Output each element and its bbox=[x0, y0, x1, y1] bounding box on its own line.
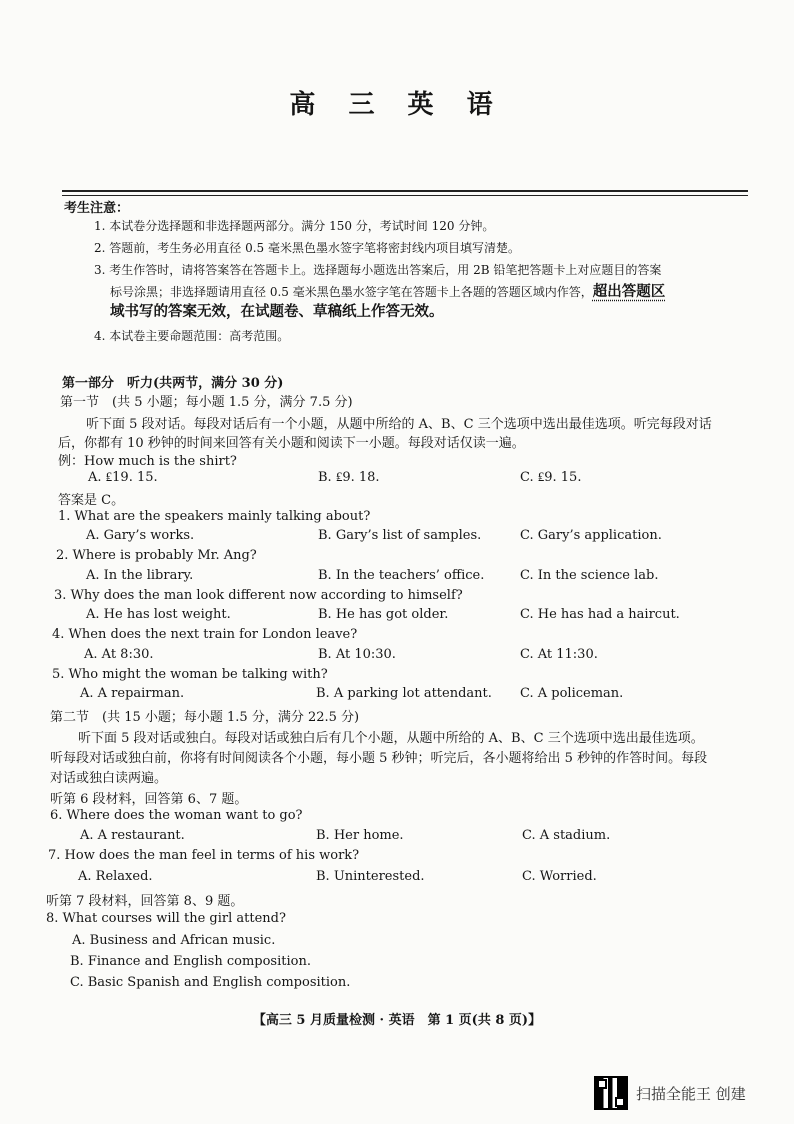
section1-instructions-2: 后，你都有 10 秒钟的时间来回答有关小题和阅读下一小题。每段对话仅读一遍。 bbox=[58, 436, 525, 451]
watermark-text: 扫描全能王 创建 bbox=[636, 1084, 746, 1103]
notice-item-3-emph-a: 超出答题区 bbox=[592, 283, 666, 300]
notice-item-2: 2. 答题前，考生务必用直径 0.5 毫米黑色墨水签字笔将密封线内项目填写清楚。 bbox=[94, 241, 520, 255]
page-footer: 【高三 5 月质量检测 · 英语 第 1 页(共 8 页)】 bbox=[252, 1013, 542, 1028]
section2-instructions-3: 对话或独白读两遍。 bbox=[50, 771, 168, 786]
page-title: 高 三 英 语 bbox=[289, 90, 505, 120]
notice-item-3-emph-b: 域书写的答案无效，在试题卷、草稿纸上作答无效。 bbox=[110, 303, 444, 320]
q4-option-b: B. At 10:30. bbox=[318, 647, 396, 662]
q7-option-b: B. Uninterested. bbox=[316, 869, 425, 884]
example-option-a: A. ₤19. 15. bbox=[88, 470, 158, 485]
q2-option-b: B. In the teachers’ office. bbox=[318, 568, 485, 583]
q5-option-c: C. A policeman. bbox=[520, 686, 624, 701]
q1-option-b: B. Gary’s list of samples. bbox=[318, 528, 482, 543]
notice-item-3-line2: 标号涂黑；非选择题请用直径 0.5 毫米黑色墨水签字笔在答题卡上各题的答题区域内作答， bbox=[110, 285, 593, 299]
notice-item-4: 4. 本试卷主要命题范围：高考范围。 bbox=[94, 329, 290, 343]
question-1: 1. What are the speakers mainly talking about? bbox=[58, 509, 371, 524]
question-4: 4. When does the next train for London leave? bbox=[52, 627, 358, 642]
q8-option-b: B. Finance and English composition. bbox=[70, 954, 311, 969]
example-question: 例：How much is the shirt? bbox=[58, 454, 237, 469]
q2-option-c: C. In the science lab. bbox=[520, 568, 659, 583]
q8-option-c: C. Basic Spanish and English composition. bbox=[70, 975, 351, 990]
q1-option-a: A. Gary’s works. bbox=[86, 528, 195, 543]
section1-heading: 第一节 (共 5 小题；每小题 1.5 分，满分 7.5 分) bbox=[60, 395, 353, 410]
q6-option-c: C. A stadium. bbox=[522, 828, 611, 843]
scanner-watermark bbox=[594, 1076, 746, 1110]
question-3: 3. Why does the man look different now according to himself? bbox=[54, 588, 463, 603]
q8-option-a: A. Business and African music. bbox=[72, 933, 276, 948]
question-6: 6. Where does the woman want to go? bbox=[50, 808, 303, 823]
question-2: 2. Where is probably Mr. Ang? bbox=[56, 548, 257, 563]
q3-option-b: B. He has got older. bbox=[318, 607, 449, 622]
example-option-c: C. ₤9. 15. bbox=[520, 470, 582, 485]
section1-instructions-1: 听下面 5 段对话。每段对话后有一个小题，从题中所给的 A、B、C 三个选项中选出最佳选项。听完每段对话 bbox=[86, 417, 712, 432]
section2-heading: 第二节 (共 15 小题；每小题 1.5 分，满分 22.5 分) bbox=[50, 710, 360, 725]
question-8: 8. What courses will the girl attend? bbox=[46, 911, 286, 926]
header-rule bbox=[62, 190, 748, 192]
q4-option-a: A. At 8:30. bbox=[84, 647, 154, 662]
material-6-note: 听第 6 段材料，回答第 6、7 题。 bbox=[50, 792, 248, 807]
qr-code-icon bbox=[594, 1076, 628, 1110]
q1-option-c: C. Gary’s application. bbox=[520, 528, 662, 543]
part1-heading: 第一部分 听力(共两节，满分 30 分) bbox=[62, 376, 284, 391]
q2-option-a: A. In the library. bbox=[86, 568, 194, 583]
q5-option-a: A. A repairman. bbox=[80, 686, 185, 701]
example-option-b: B. ₤9. 18. bbox=[318, 470, 380, 485]
q4-option-c: C. At 11:30. bbox=[520, 647, 598, 662]
example-answer: 答案是 C。 bbox=[58, 493, 125, 508]
question-7: 7. How does the man feel in terms of his work? bbox=[48, 848, 360, 863]
section2-instructions-2: 听每段对话或独白前，你将有时间阅读各个小题，每小题 5 秒钟；听完后，各小题将给出 5 秒钟的作答时间。每段 bbox=[50, 751, 708, 766]
notice-item-3: 3. 考生作答时，请将答案答在答题卡上。选择题每小题选出答案后，用 2B 铅笔把答题卡上对应题目的答案 bbox=[94, 263, 662, 277]
q7-option-c: C. Worried. bbox=[522, 869, 597, 884]
material-7-note: 听第 7 段材料，回答第 8、9 题。 bbox=[46, 894, 244, 909]
question-5: 5. Who might the woman be talking with? bbox=[52, 667, 328, 682]
header-rule-thin bbox=[62, 195, 748, 196]
q3-option-c: C. He has had a haircut. bbox=[520, 607, 680, 622]
notice-title: 考生注意： bbox=[64, 201, 130, 216]
notice-item-3-cont bbox=[110, 282, 670, 302]
q5-option-b: B. A parking lot attendant. bbox=[316, 686, 492, 701]
q3-option-a: A. He has lost weight. bbox=[86, 607, 231, 622]
q7-option-a: A. Relaxed. bbox=[78, 869, 153, 884]
q6-option-b: B. Her home. bbox=[316, 828, 404, 843]
section2-instructions-1: 听下面 5 段对话或独白。每段对话或独白后有几个小题，从题中所给的 A、B、C 三个选项中选出最佳选项。 bbox=[78, 731, 704, 746]
notice-item-1: 1. 本试卷分选择题和非选择题两部分。满分 150 分，考试时间 120 分钟。 bbox=[94, 219, 495, 233]
q6-option-a: A. A restaurant. bbox=[80, 828, 185, 843]
